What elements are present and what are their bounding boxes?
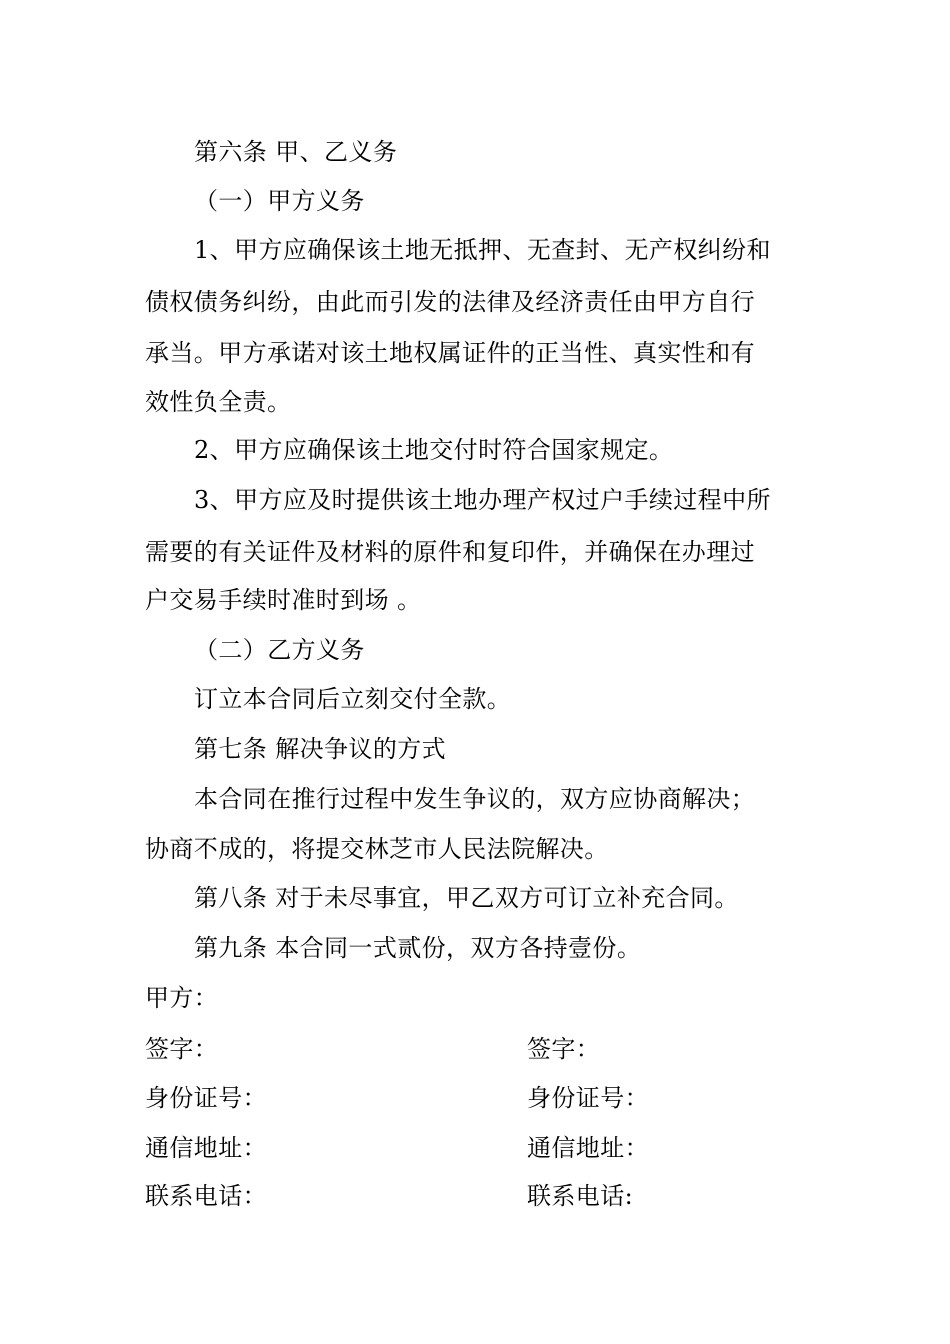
article6-heading: 第六条 甲、乙义务 — [194, 138, 398, 166]
item1-line1: 1、甲方应确保该土地无抵押、无查封、无产权纠纷和 — [194, 236, 771, 264]
item1-line3: 承当。甲方承诺对该土地权属证件的正当性、真实性和有 — [145, 339, 755, 367]
article7-line1: 本合同在推行过程中发生争议的，双方应协商解决； — [194, 785, 756, 813]
item2: 2、甲方应确保该土地交付时符合国家规定。 — [194, 436, 674, 464]
item1-line2: 债权债务纠纷，由此而引发的法律及经济责任由甲方自行 — [145, 288, 755, 316]
partyA-duties-title: （一）甲方义务 — [194, 187, 365, 215]
partyB-duties-title: （二）乙方义务 — [194, 636, 365, 664]
left-address-label: 通信地址： — [145, 1134, 267, 1162]
right-id-label: 身份证号： — [527, 1084, 649, 1112]
article7-heading: 第七条 解决争议的方式 — [194, 735, 447, 763]
article8: 第八条 对于未尽事宜，甲乙双方可订立补充合同。 — [194, 884, 739, 912]
item3-line1: 3、甲方应及时提供该土地办理产权过户手续过程中所 — [194, 486, 771, 514]
partyB-text: 订立本合同后立刻交付全款。 — [194, 685, 512, 713]
left-phone-label: 联系电话： — [145, 1182, 267, 1210]
item3-line2: 需要的有关证件及材料的原件和复印件，并确保在办理过 — [145, 538, 755, 566]
left-sign-label: 签字： — [145, 1035, 219, 1063]
item3-line3: 户交易手续时准时到场 。 — [145, 586, 422, 614]
right-sign-label: 签字： — [527, 1035, 601, 1063]
right-address-label: 通信地址： — [527, 1134, 649, 1162]
partyA-label: 甲方： — [145, 984, 219, 1012]
right-phone-label: 联系电话: — [527, 1182, 634, 1210]
left-id-label: 身份证号： — [145, 1084, 267, 1112]
item1-line4: 效性负全责。 — [145, 388, 292, 416]
article9: 第九条 本合同一式贰份，双方各持壹份。 — [194, 934, 642, 962]
article7-line2: 协商不成的，将提交林芝市人民法院解决。 — [145, 835, 609, 863]
